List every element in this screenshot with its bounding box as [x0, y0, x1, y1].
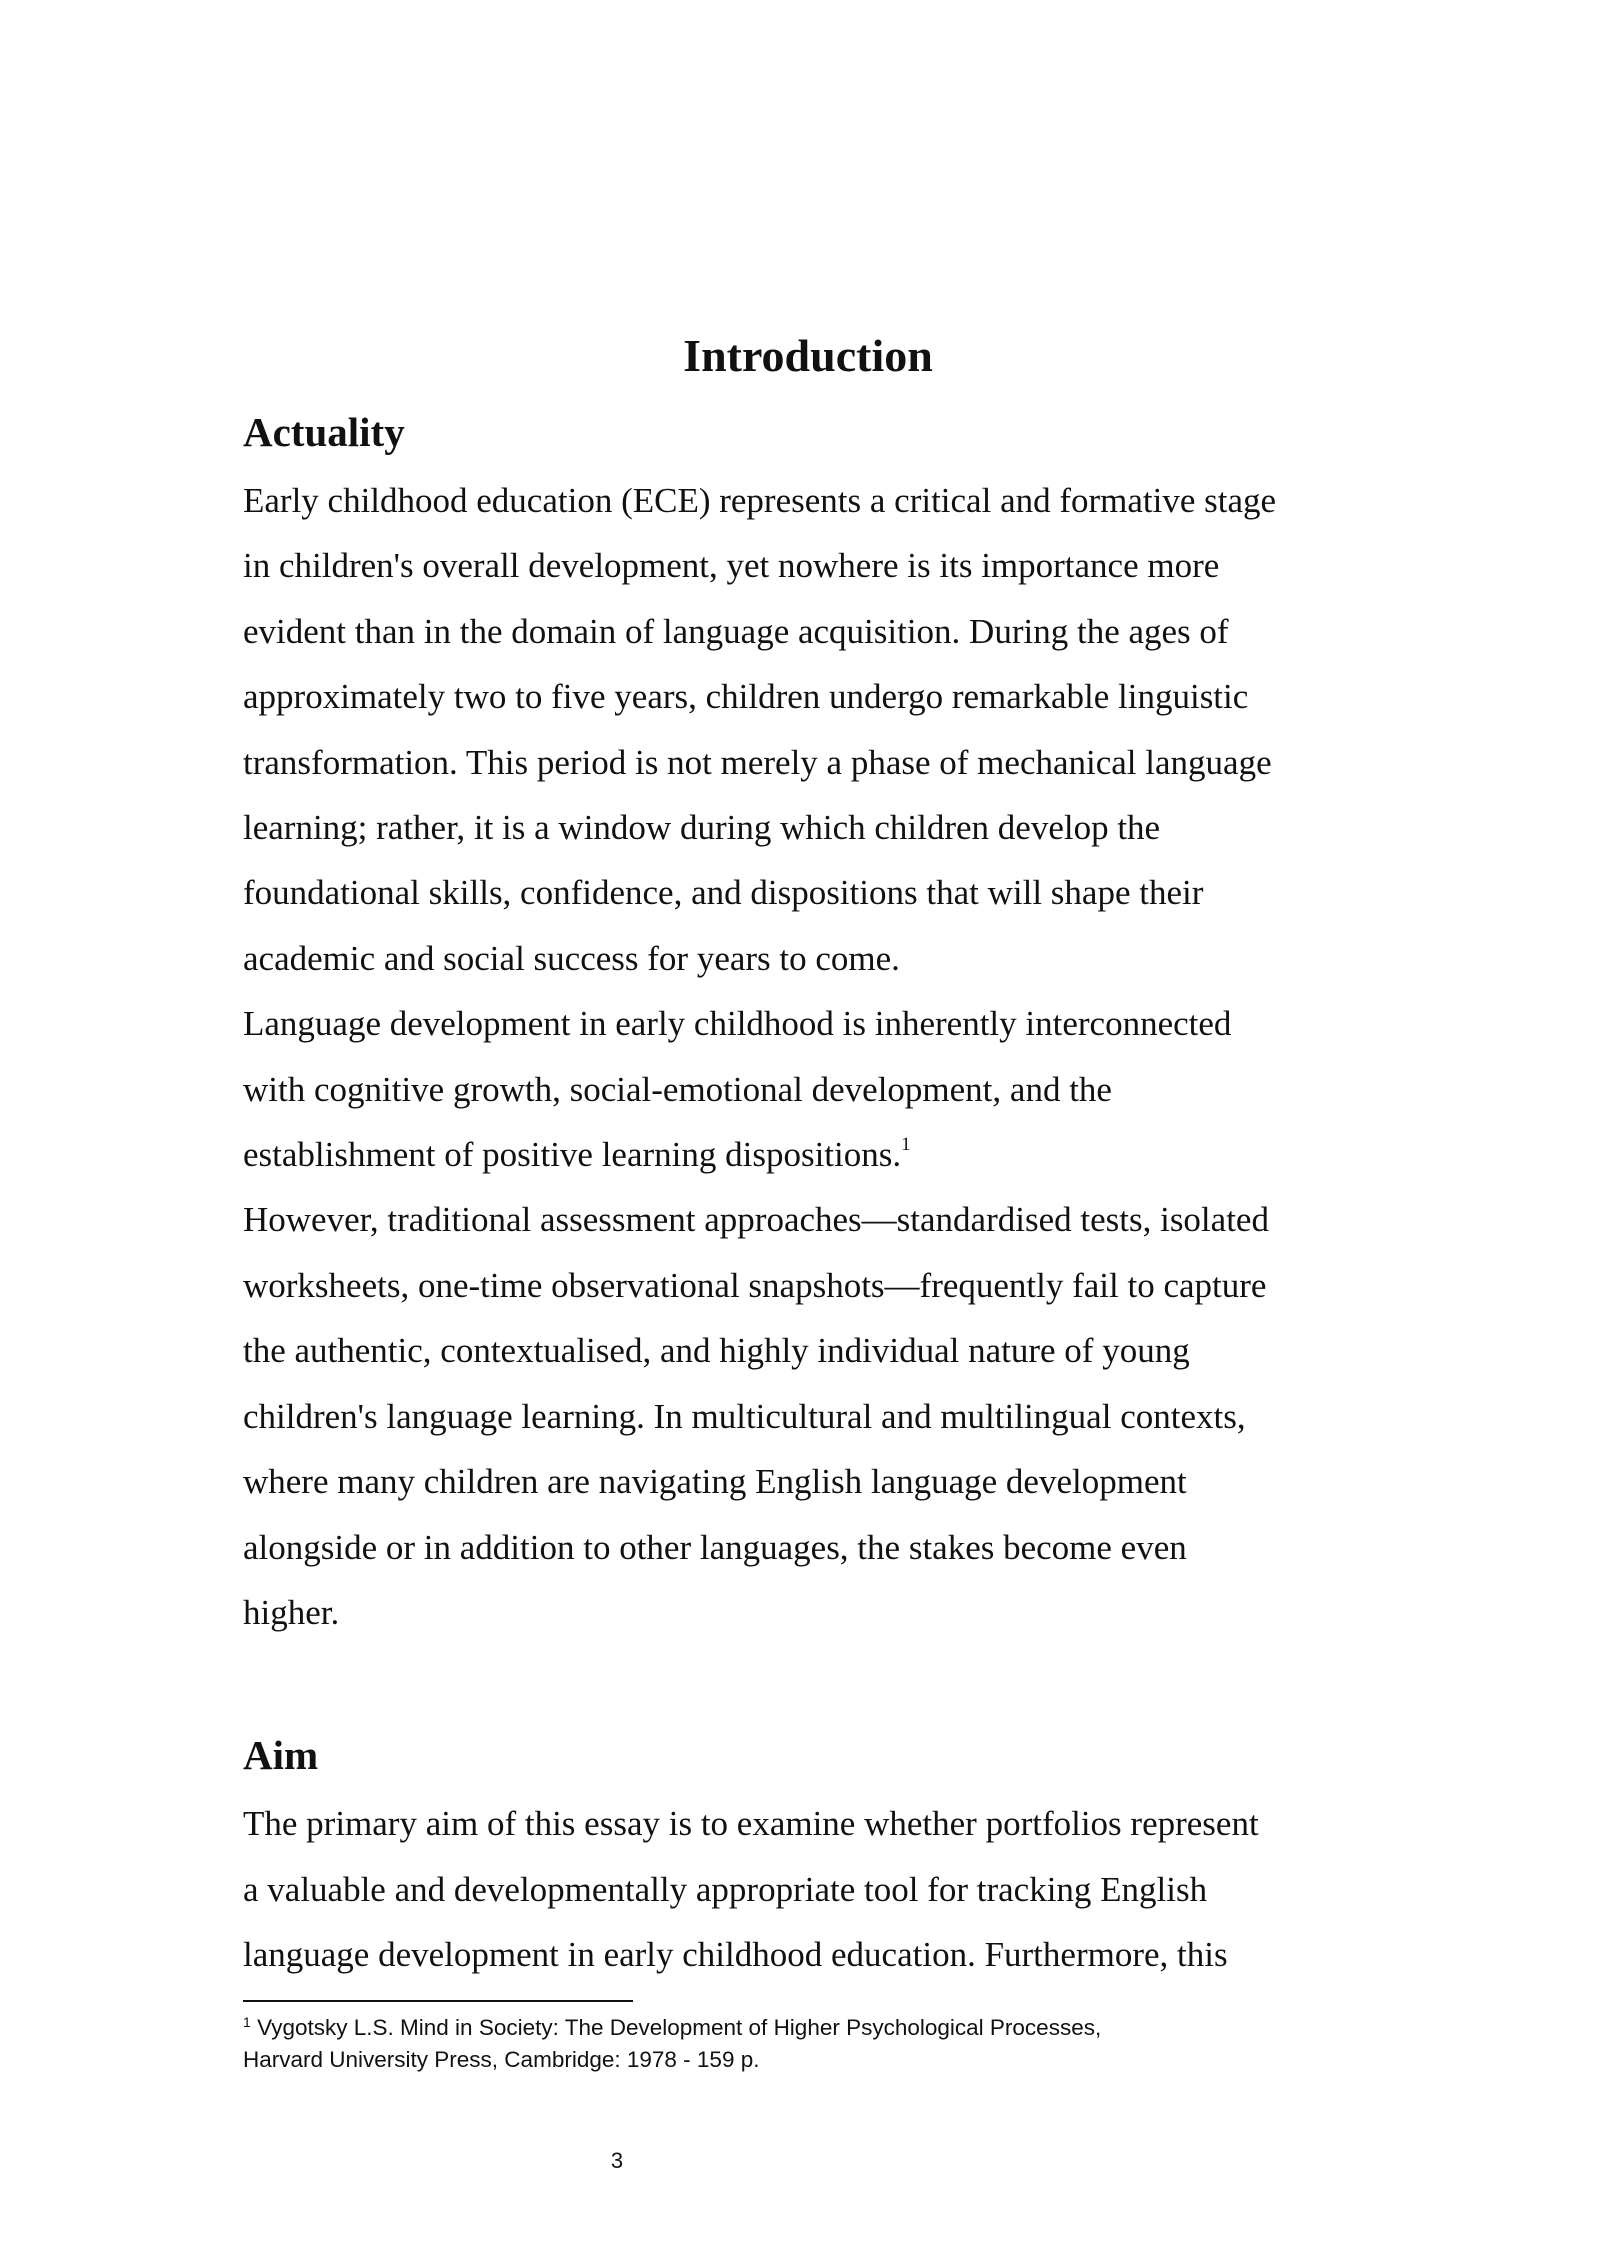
footnote — [243, 2012, 1101, 2076]
text-line: foundational skills, confidence, and dispositions that will shape their — [243, 873, 1204, 913]
actuality-paragraph-2 — [243, 991, 1373, 1187]
footnote-line: Harvard University Press, Cambridge: 1978 - 159 p. — [243, 2047, 760, 2072]
footnote-reference[interactable]: 1 — [901, 1134, 911, 1156]
section-heading-aim: Aim — [243, 1732, 319, 1779]
actuality-paragraph-3 — [243, 1187, 1373, 1645]
text-line: children's language learning. In multicultural and multilingual contexts, — [243, 1396, 1246, 1436]
text-line: alongside or in addition to other languages, the stakes become even — [243, 1527, 1187, 1567]
text-line: academic and social success for years to come. — [243, 938, 900, 978]
text-line: where many children are navigating English language development — [243, 1462, 1187, 1502]
text-line: worksheets, one-time observational snapshots—frequently fail to capture — [243, 1265, 1267, 1305]
text-line: Language development in early childhood is inherently interconnected — [243, 1004, 1232, 1044]
page-title: Introduction — [683, 330, 933, 381]
text-line: Early childhood education (ECE) represents a critical and formative stage — [243, 481, 1277, 520]
text-line: The primary aim of this essay is to examine whether portfolios represent — [243, 1804, 1259, 1844]
footnote-line — [243, 2012, 1101, 2044]
text-line: the authentic, contextualised, and highly individual nature of young — [243, 1331, 1190, 1371]
section-heading-actuality: Actuality — [243, 409, 405, 455]
actuality-paragraph-1 — [243, 468, 1373, 991]
text-line: higher. — [243, 1592, 340, 1632]
text-line: language development in early childhood education. Furthermore, this — [243, 1935, 1228, 1975]
page-content — [243, 318, 1373, 1988]
text-line: evident than in the domain of language acquisition. During the ages of — [243, 611, 1229, 651]
text-line: transformation. This period is not merely a phase of mechanical language — [243, 742, 1272, 782]
page-number: 3 — [610, 2148, 624, 2173]
text-line: with cognitive growth, social-emotional development, and the — [243, 1069, 1112, 1109]
text-line-with-footnote — [243, 1122, 1373, 1187]
text-line: learning; rather, it is a window during which children develop the — [243, 808, 1161, 848]
aim-paragraph-1 — [243, 1791, 1373, 1987]
text-line: However, traditional assessment approaches—standardised tests, isolated — [243, 1200, 1269, 1240]
footnote-number: 1 — [243, 2014, 251, 2030]
footnote-text: Vygotsky L.S. Mind in Society: The Development of Higher Psychological Processes, — [257, 2015, 1102, 2040]
text-line: a valuable and developmentally appropriate tool for tracking English — [243, 1869, 1208, 1909]
text-line: establishment of positive learning dispositions. — [243, 1135, 902, 1175]
footnote-separator — [243, 2000, 633, 2002]
text-line: in children's overall development, yet nowhere is its importance more — [243, 546, 1220, 586]
text-line: approximately two to five years, children undergo remarkable linguistic — [243, 677, 1249, 717]
